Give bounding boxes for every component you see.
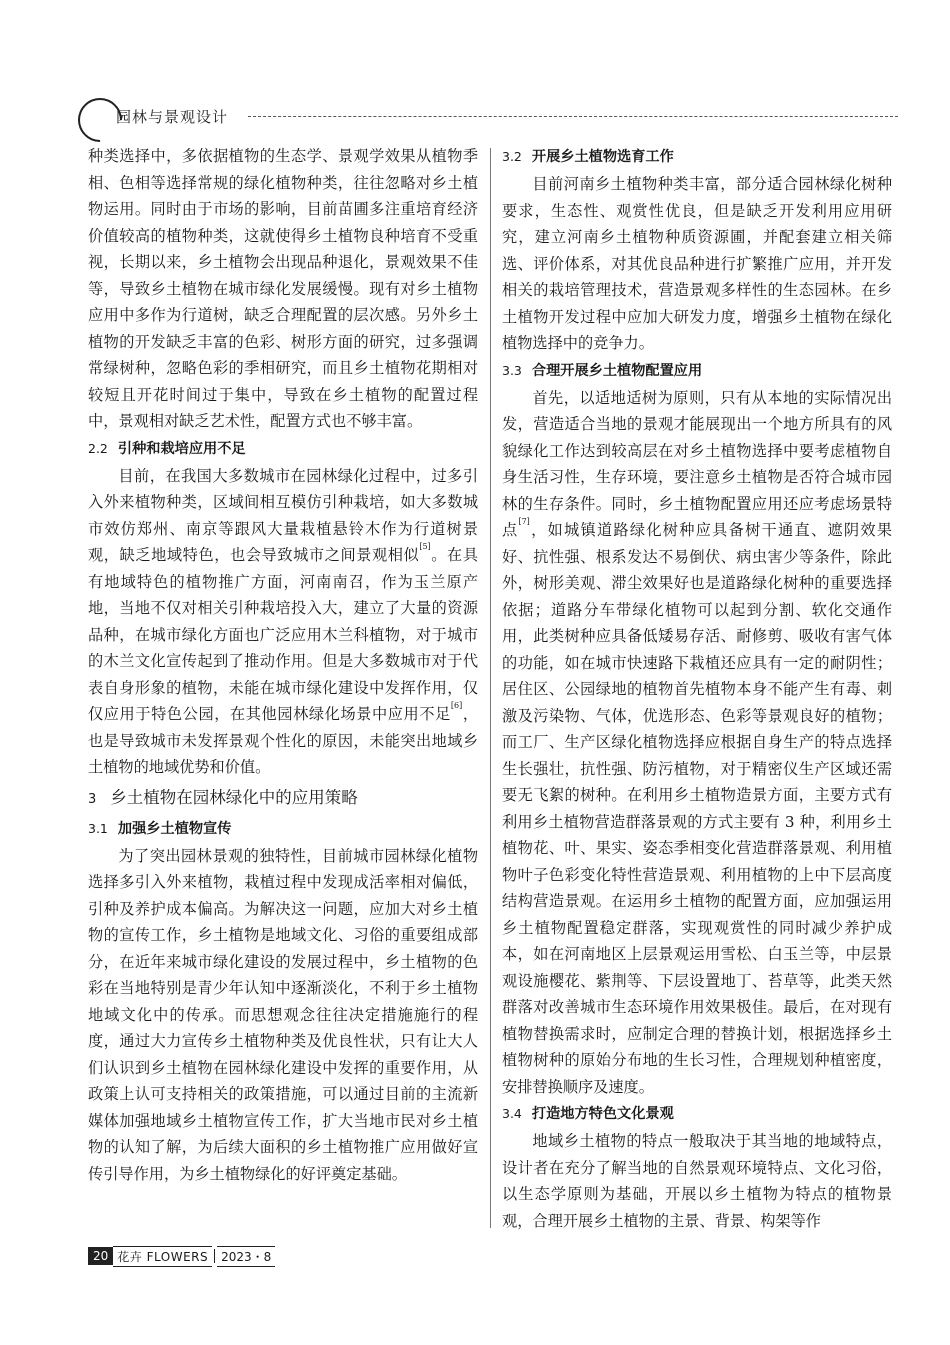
header-dashed-rule [248,116,898,117]
page-footer [88,1246,275,1266]
left-column [88,143,478,1187]
paragraph-text: ，如城镇道路绿化树种应具备树干通直、遮阴效果好、抗性强、根系发达不易倒伏、病虫害少等条件，除此外，树形美观、滞尘效果好也是道路绿化树种的重要选择依据；道路分车带绿化植物可以起到分割、软化交通作用，此类树种应具备低矮易存活、耐修剪、吸收有害气体的功能，如在城市快速路下栽植还应具有一定的耐阴性；居住区、公园绿地的植物首先植物本身不能产生有毒、刺激及污染物、气体，优选形态、色彩等景观良好的植物；而工厂、生产区绿化植物选择应根据自身生产的特点选择生长强壮，抗性强、防污植物，对于精密仪生产区域还需要无飞絮的树种。在利用乡土植物造景方面，主要方式有利用乡土植物营造群落景观的方式主要有 3 种，利用乡土植物花、叶、果实、姿态季相变化营造群落景观、利用植物叶子色彩变化特性营造景观、利用植物的上中下层高度结构营造景观。在运用乡土植物的配置方面，应加强运用乡土植物配置稳定群落，实现观赏性的同时减少养护成本，如在河南地区上层景观运用雪松、白玉兰等，中层景观设施樱花、紫荆等、下层设置地丁、苔草等，此类天然群落对改善城市生态环境作用效果极佳。最后，在对现有植物替换需求时，应制定合理的替换计划，根据选择乡土植物树种的原始分布地的生长习性，合理规划种植密度，安排替换顺序及速度。 [502,521,893,1096]
section-number: 3.3 [502,362,522,378]
section-heading-3-2 [502,143,892,171]
paragraph-text: 首先，以适地适树为原则，只有从本地的实际情况出发，营造适合当地的景观才能展现出一个地方所具有的风貌绿化工作达到较高层在对乡土植物选择中要考虑植物自身生活习性，生存环境，要注意乡土植物是否符合城市园林的生存条件。同时，乡土植物配置应用还应考虑场景特点 [502,388,892,539]
citation: [6] [450,701,463,710]
paragraph: 目前河南乡土植物种类丰富，部分适合园林绿化树种要求，生态性、观赏性优良，但是缺乏开发利用应用研究，建立河南乡土植物种质资源圃，并配套建立相关筛选、评价体系，对其优良品种进行扩繁推广应用，并开发相关的栽培管理技术，营造景观多样性的生态园林。在乡土植物开发过程中应加大研发力度，增强乡土植物在绿化植物选择中的竞争力。 [502,175,892,352]
section-heading-3 [88,783,478,815]
footer-divider [214,1249,215,1263]
paragraph [502,385,892,1101]
citation: [7] [518,517,530,526]
running-header [78,98,898,142]
section-number: 3.1 [88,820,108,836]
section-number: 3 [88,791,97,807]
paragraph: 种类选择中，多依据植物的生态学、景观学效果从植物季相、色相等选择常规的绿化植物种类，往往忽略对乡土植物运用。同时由于市场的影响，目前苗圃多注重培育经济价值较高的植物种类，这就使得乡土植物良种培育不受重视，长期以来，乡土植物会出现品种退化，景观效果不佳等，导致乡土植物在城市绿化发展缓慢。现有对乡土植物应用中多作为行道树，缺乏合理配置的层次感。另外乡土植物的开发缺乏丰富的色彩、树形方面的研究，过多强调常绿树种，忽略色彩的季相研究，而且乡土植物花期相对较短且开花时间过于集中，导致在乡土植物的配置过程中，景观相对缺乏艺术性，配置方式也不够丰富。 [88,147,478,430]
paragraph [88,463,478,781]
paragraph-text: 。在具有地域特色的植物推广方面，河南南召，作为玉兰原产地，当地不仅对相关引种栽培投入大，建立了大量的资源品种，在城市绿化方面也广泛应用木兰科植物，对于城市的木兰文化宣传起到了推动作用。但是大多数城市对于代表自身形象的植物，未能在城市绿化建设中发挥作用，仅仅应用于特色公园，在其他园林绿化场景中应用不足 [88,546,479,723]
paragraph: 为了突出园林景观的独特性，目前城市园林绿化植物选择多引入外来植物，栽植过程中发现成活率相对偏低，引种及养护成本偏高。为解决这一问题，应加大对乡土植物的宣传工作，乡土植物是地域文化、习俗的重要组成部分，在近年来城市绿化建设的发展过程中，乡土植物的色彩在当地特别是青少年认知中逐渐淡化，不利于乡土植物地域文化中的传承。而思想观念往往决定措施施行的程度，通过大力宣传乡土植物种类及优良性状，只有让大人们认识到乡土植物在园林绿化建设中发挥的重要作用，从政策上认可支持相关的政策措施，可以通过目前的主流新媒体加强地域乡土植物宣传工作，扩大当地市民对乡土植物的认知了解，为后续大面积的乡土植物推广应用做好宣传引导作用，为乡土植物绿化的好评奠定基础。 [88,846,478,1183]
right-column [502,143,892,1234]
section-heading-3-4 [502,1100,892,1128]
section-title: 园林与景观设计 [116,108,229,126]
section-heading-text: 合理开展乡土植物配置应用 [531,362,703,379]
citation: [5] [419,542,431,551]
magazine-name: 花卉 FLOWERS [113,1246,212,1267]
column-divider [490,148,491,1228]
paragraph-text: 目前，在我国大多数城市在园林绿化过程中，过多引入外来植物种类，区域间相互模仿引种栽培，如大多数城市效仿郑州、南京等跟风大量栽植悬铃木作为行道树景观，缺乏地域特色，也会导致城市之间景观相似 [88,466,478,564]
page-number: 20 [88,1247,113,1265]
paragraph-text: ，也是导致城市未发挥景观个性化的原因，未能突出地域乡土植物的地域优势和价值。 [88,705,479,776]
section-number: 3.4 [502,1106,522,1121]
issue-label: 2023・8 [217,1246,275,1267]
section-heading-text: 开展乡土植物选育工作 [531,149,674,165]
section-heading-text: 加强乡土植物宣传 [117,820,232,837]
paragraph: 地域乡土植物的特点一般取决于其当地的地域特点，设计者在充分了解当地的自然景观环境特点、文化习俗，以生态学原则为基础，开展以乡土植物为特点的植物景观，合理开展乡土植物的主景、背景、构架等作 [502,1132,892,1230]
section-heading-text: 引种和栽培应用不足 [117,440,246,457]
section-heading-text: 打造地方特色文化景观 [531,1106,674,1122]
section-number: 3.2 [502,149,522,164]
section-heading-2-2 [88,435,478,463]
section-heading-text: 乡土植物在园林绿化中的应用策略 [110,787,358,807]
section-heading-3-3 [502,357,892,385]
section-number: 2.2 [88,440,108,456]
section-heading-3-1 [88,815,478,843]
